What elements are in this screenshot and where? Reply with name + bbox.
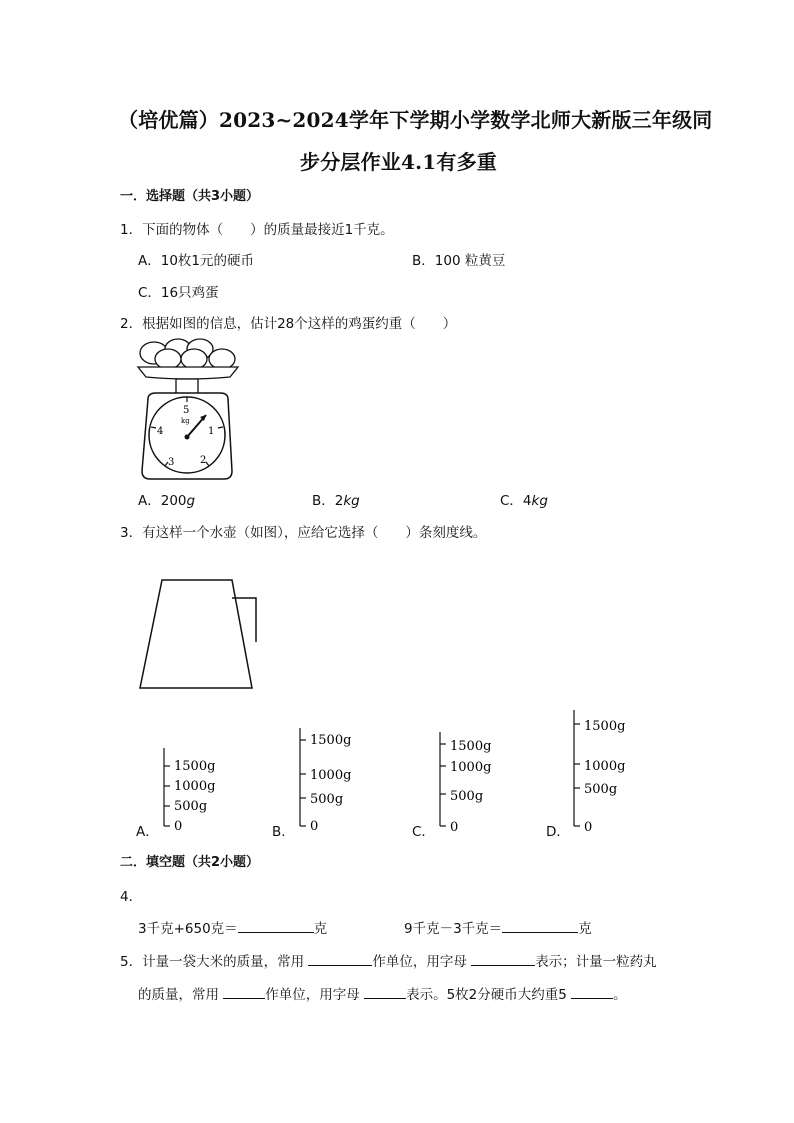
dial-number-2: 2: [200, 455, 207, 466]
question-3-option-a-letter: A．: [136, 824, 159, 840]
kettle-body: [140, 580, 252, 688]
question-1-option-b: B．100 粒黄豆: [412, 253, 506, 269]
dial-number-1: 1: [208, 426, 215, 437]
scale-label-500: 500g: [450, 789, 484, 804]
scale-label-500: 500g: [174, 799, 208, 814]
question-3-option-d-letter: D．: [546, 824, 570, 840]
answer-blank[interactable]: [238, 918, 314, 933]
scale-label-1500: 1500g: [584, 719, 626, 734]
dial-number-5: 5: [183, 405, 190, 416]
answer-blank[interactable]: [223, 984, 265, 999]
question-4-number: 4．: [120, 889, 143, 905]
answer-blank[interactable]: [571, 984, 613, 999]
scale-label-0: 0: [584, 820, 593, 834]
question-4-left: 3千克+650克＝ 克: [138, 917, 327, 937]
question-1-stem: 1．下面的物体（ ）的质量最接近1千克。: [120, 222, 394, 238]
scale-label-1000: 1000g: [584, 759, 626, 774]
egg: [181, 349, 207, 369]
question-4-right: 9千克－3千克＝ 克: [404, 917, 592, 937]
question-1-option-c: C．16只鸡蛋: [138, 285, 219, 301]
scale-tray: [138, 367, 238, 379]
scale-label-1000: 1000g: [310, 768, 352, 783]
dial-number-4: 4: [157, 426, 164, 437]
answer-blank[interactable]: [308, 951, 372, 966]
scale-option-a: [150, 744, 230, 834]
kettle-figure: [136, 572, 262, 698]
scale-option-c: [426, 730, 506, 834]
scale-label-0: 0: [450, 820, 459, 834]
dial-number-3: 3: [168, 457, 175, 468]
question-5-line2: 的质量，常用 作单位，用字母 表示。5枚2分硬币大约重5 。: [138, 983, 627, 1003]
question-2-option-c: C．4kg: [500, 493, 548, 509]
scale-label-1000: 1000g: [174, 779, 216, 794]
scale-label-1500: 1500g: [174, 759, 216, 774]
scale-option-d: [560, 708, 640, 834]
question-5-line1: 5．计量一袋大米的质量，常用 作单位，用字母 表示；计量一粒药丸: [120, 950, 657, 970]
question-3-stem: 3．有这样一个水壶（如图），应给它选择（ ）条刻度线。: [120, 525, 487, 541]
section-heading-fill: 二．填空题（共2小题）: [120, 855, 260, 870]
scale-label-0: 0: [310, 819, 319, 834]
scale-label-500: 500g: [584, 782, 618, 797]
scale-label-1500: 1500g: [450, 739, 492, 754]
egg: [155, 349, 181, 369]
scale-label-1500: 1500g: [310, 733, 352, 748]
question-3-option-b-letter: B．: [272, 824, 295, 840]
answer-blank[interactable]: [502, 918, 578, 933]
question-2-option-b: B．2kg: [312, 493, 360, 509]
page-title-line1: （培优篇）2023~2024学年下学期小学数学北师大新版三年级同: [118, 108, 713, 132]
scale-label-0: 0: [174, 819, 183, 834]
scale-label-500: 500g: [310, 792, 344, 807]
page-title-line2: 步分层作业4.1有多重: [300, 150, 497, 174]
egg: [209, 349, 235, 369]
question-3-option-c-letter: C．: [412, 824, 435, 840]
dial-unit: kg: [181, 417, 190, 425]
question-1-option-a: A．10枚1元的硬币: [138, 253, 255, 269]
answer-blank[interactable]: [471, 951, 535, 966]
scale-label-1000: 1000g: [450, 760, 492, 775]
egg-scale-figure: [134, 333, 244, 485]
answer-blank[interactable]: [364, 984, 406, 999]
question-2-stem: 2．根据如图的信息，估计28个这样的鸡蛋约重（ ）: [120, 316, 457, 332]
section-heading-choice: 一．选择题（共3小题）: [120, 189, 260, 204]
scale-option-b: [286, 726, 366, 834]
question-2-option-a: A．200g: [138, 493, 196, 509]
